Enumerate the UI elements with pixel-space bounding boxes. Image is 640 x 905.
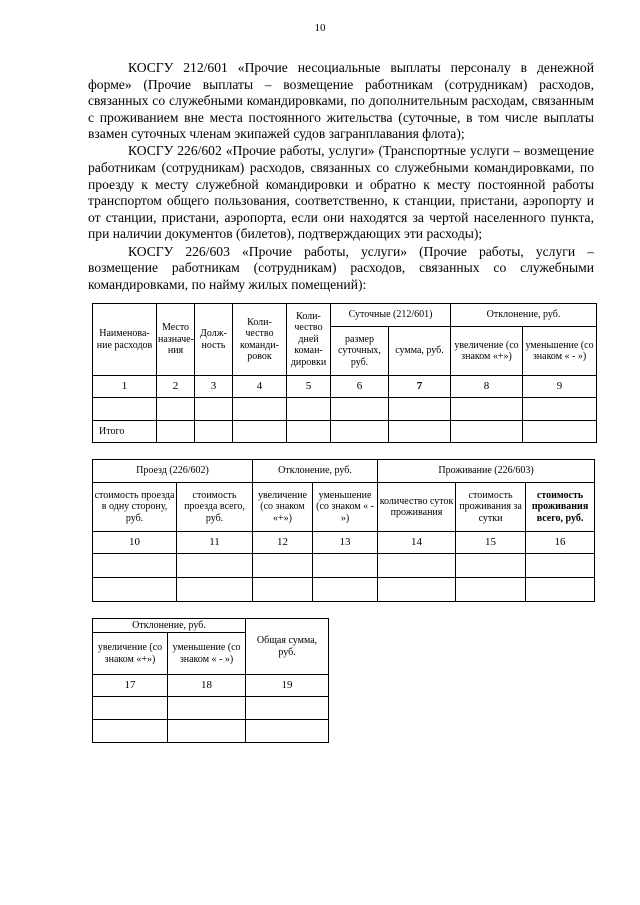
header-per-diem: Суточные (212/601): [331, 304, 451, 327]
column-number: 11: [177, 532, 253, 554]
column-number: 17: [93, 675, 168, 697]
column-number: 15: [456, 532, 526, 554]
header-position: Долж-ность: [195, 304, 233, 376]
header-lodging: Проживание (226/603): [378, 460, 595, 483]
header-increase: увеличение (со знаком «+»): [253, 483, 313, 532]
column-number: 8: [451, 376, 523, 398]
column-number: 3: [195, 376, 233, 398]
table-row-total: [93, 421, 597, 443]
header-lodging-total: стоимость проживания всего, руб.: [526, 483, 595, 532]
header-per-diem-rate: размер суточных, руб.: [331, 327, 389, 376]
column-number: 5: [287, 376, 331, 398]
header-increase: увеличение (со знаком «+»): [451, 327, 523, 376]
header-deviation: Отклонение, руб.: [93, 619, 246, 633]
table-deviation-total: [92, 618, 329, 743]
header-lodging-days: количество суток проживания: [378, 483, 456, 532]
column-number: 9: [523, 376, 597, 398]
header-trip-days: Коли-чество дней коман-дировки: [287, 304, 331, 376]
header-increase: увеличение (со знаком «+»): [93, 633, 168, 675]
body-text: [88, 60, 594, 294]
header-decrease: уменьшение (со знаком « - »): [168, 633, 246, 675]
header-decrease: уменьшение (со знаком « - »): [523, 327, 597, 376]
column-number: 14: [378, 532, 456, 554]
column-number: 19: [246, 675, 329, 697]
header-expense-name: Наименова-ние расходов: [93, 304, 157, 376]
column-number: 7: [389, 376, 451, 398]
header-per-diem-sum: сумма, руб.: [389, 327, 451, 376]
column-number: 13: [313, 532, 378, 554]
header-trip-count: Коли-чество команди-ровок: [233, 304, 287, 376]
paragraph-kosgu-212-601: КОСГУ 212/601 «Прочие несоциальные выплаты персоналу в денежной форме» (Прочие выплаты – возмещение работникам (сотрудникам) расходов, связанных со служебными командировками, по дополнительным расходам, связанным с проживанием вне места постоянного жительства (суточные, в том числе выплаты взамен суточных членам экипажей судов загранплавания флота);: [88, 60, 594, 142]
table-per-diem: [92, 303, 597, 443]
header-deviation: Отклонение, руб.: [253, 460, 378, 483]
column-number: 10: [93, 532, 177, 554]
column-number: 18: [168, 675, 246, 697]
column-number: 1: [93, 376, 157, 398]
header-total-sum: Общая сумма, руб.: [246, 619, 329, 675]
column-number: 12: [253, 532, 313, 554]
header-travel: Проезд (226/602): [93, 460, 253, 483]
table-row: [93, 554, 595, 578]
table-row: [93, 398, 597, 421]
header-travel-total: стоимость проезда всего, руб.: [177, 483, 253, 532]
header-deviation: Отклонение, руб.: [451, 304, 597, 327]
table-row: [93, 578, 595, 602]
table-row: [93, 697, 329, 720]
header-lodging-daily-cost: стоимость проживания за сутки: [456, 483, 526, 532]
header-travel-one-way: стоимость проезда в одну сторону, руб.: [93, 483, 177, 532]
table-row: [93, 720, 329, 743]
column-number: 4: [233, 376, 287, 398]
column-number: 6: [331, 376, 389, 398]
header-destination: Место назначе-ния: [157, 304, 195, 376]
paragraph-kosgu-226-603: КОСГУ 226/603 «Прочие работы, услуги» (Прочие работы, услуги – возмещение работникам (сотрудникам) расходов, связанных со служебными командировками, по найму жилых помещений):: [88, 243, 594, 292]
page-number: 10: [314, 22, 326, 34]
header-decrease: уменьшение (со знаком « - »): [313, 483, 378, 532]
column-number: 16: [526, 532, 595, 554]
table-travel-lodging: [92, 459, 595, 602]
paragraph-kosgu-226-602: КОСГУ 226/602 «Прочие работы, услуги» (Транспортные услуги – возмещение работникам (сотрудникам) расходов, связанных со служебными командировками, по проезду к месту служебной командировки и обратно к месту постоянной работы транспортом общего пользования, соответственно, к станции, пристани, аэропорту и от станции, пристани, аэропорта, если они находятся за чертой населенного пункта, при наличии документов (билетов), подтверждающих эти расходы);: [88, 143, 594, 242]
total-label: Итого: [93, 421, 157, 443]
column-number: 2: [157, 376, 195, 398]
